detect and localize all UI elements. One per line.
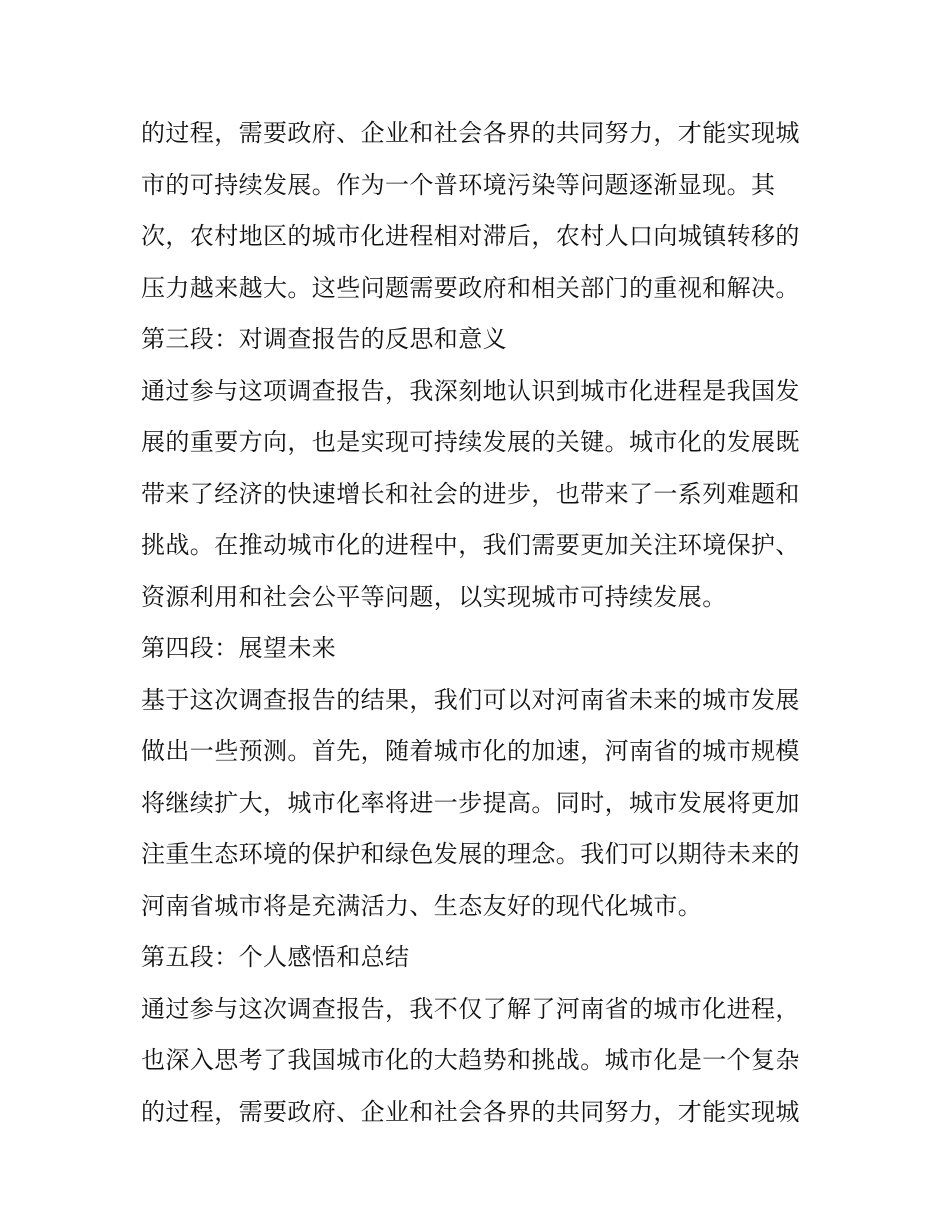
text-line: 基于这次调查报告的结果，我们可以对河南省未来的城市发展 (141, 685, 800, 714)
section-heading: 第四段：展望未来 (141, 634, 337, 662)
text-line: 河南省城市将是充满活力、生态友好的现代化城市。 (141, 891, 703, 920)
text-line: 做出一些预测。首先，随着城市化的加速，河南省的城市规模 (141, 737, 800, 765)
text-line: 将继续扩大，城市化率将进一步提高。同时，城市发展将更加 (141, 788, 800, 817)
text-line: 通过参与这次调查报告，我不仅了解了河南省的城市化进程， (141, 994, 800, 1023)
text-line: 注重生态环境的保护和绿色发展的理念。我们可以期待未来的 (141, 840, 800, 868)
text-line: 资源利用和社会公平等问题，以实现城市可持续发展。 (141, 582, 727, 611)
section-heading: 第五段：个人感悟和总结 (141, 943, 410, 971)
text-line: 带来了经济的快速增长和社会的进步，也带来了一系列难题和 (141, 479, 800, 508)
text-line: 通过参与这项调查报告，我深刻地认识到城市化进程是我国发 (141, 376, 800, 405)
text-line: 挑战。在推动城市化的进程中，我们需要更加关注环境保护、 (141, 531, 800, 559)
text-line: 市的可持续发展。作为一个普环境污染等问题逐渐显现。其 (141, 170, 776, 199)
text-line: 压力越来越大。这些问题需要政府和相关部门的重视和解决。 (141, 273, 800, 302)
text-line: 次，农村地区的城市化进程相对滞后，农村人口向城镇转移的 (141, 222, 800, 250)
text-line: 的过程，需要政府、企业和社会各界的共同努力，才能实现城 (141, 119, 800, 147)
text-line: 也深入思考了我国城市化的大趋势和挑战。城市化是一个复杂 (141, 1046, 800, 1074)
section-heading: 第三段：对调查报告的反思和意义 (141, 325, 507, 353)
text-line: 展的重要方向，也是实现可持续发展的关键。城市化的发展既 (141, 428, 800, 456)
text-line: 的过程，需要政府、企业和社会各界的共同努力，才能实现城 (141, 1097, 800, 1126)
document-body (141, 108, 821, 1138)
